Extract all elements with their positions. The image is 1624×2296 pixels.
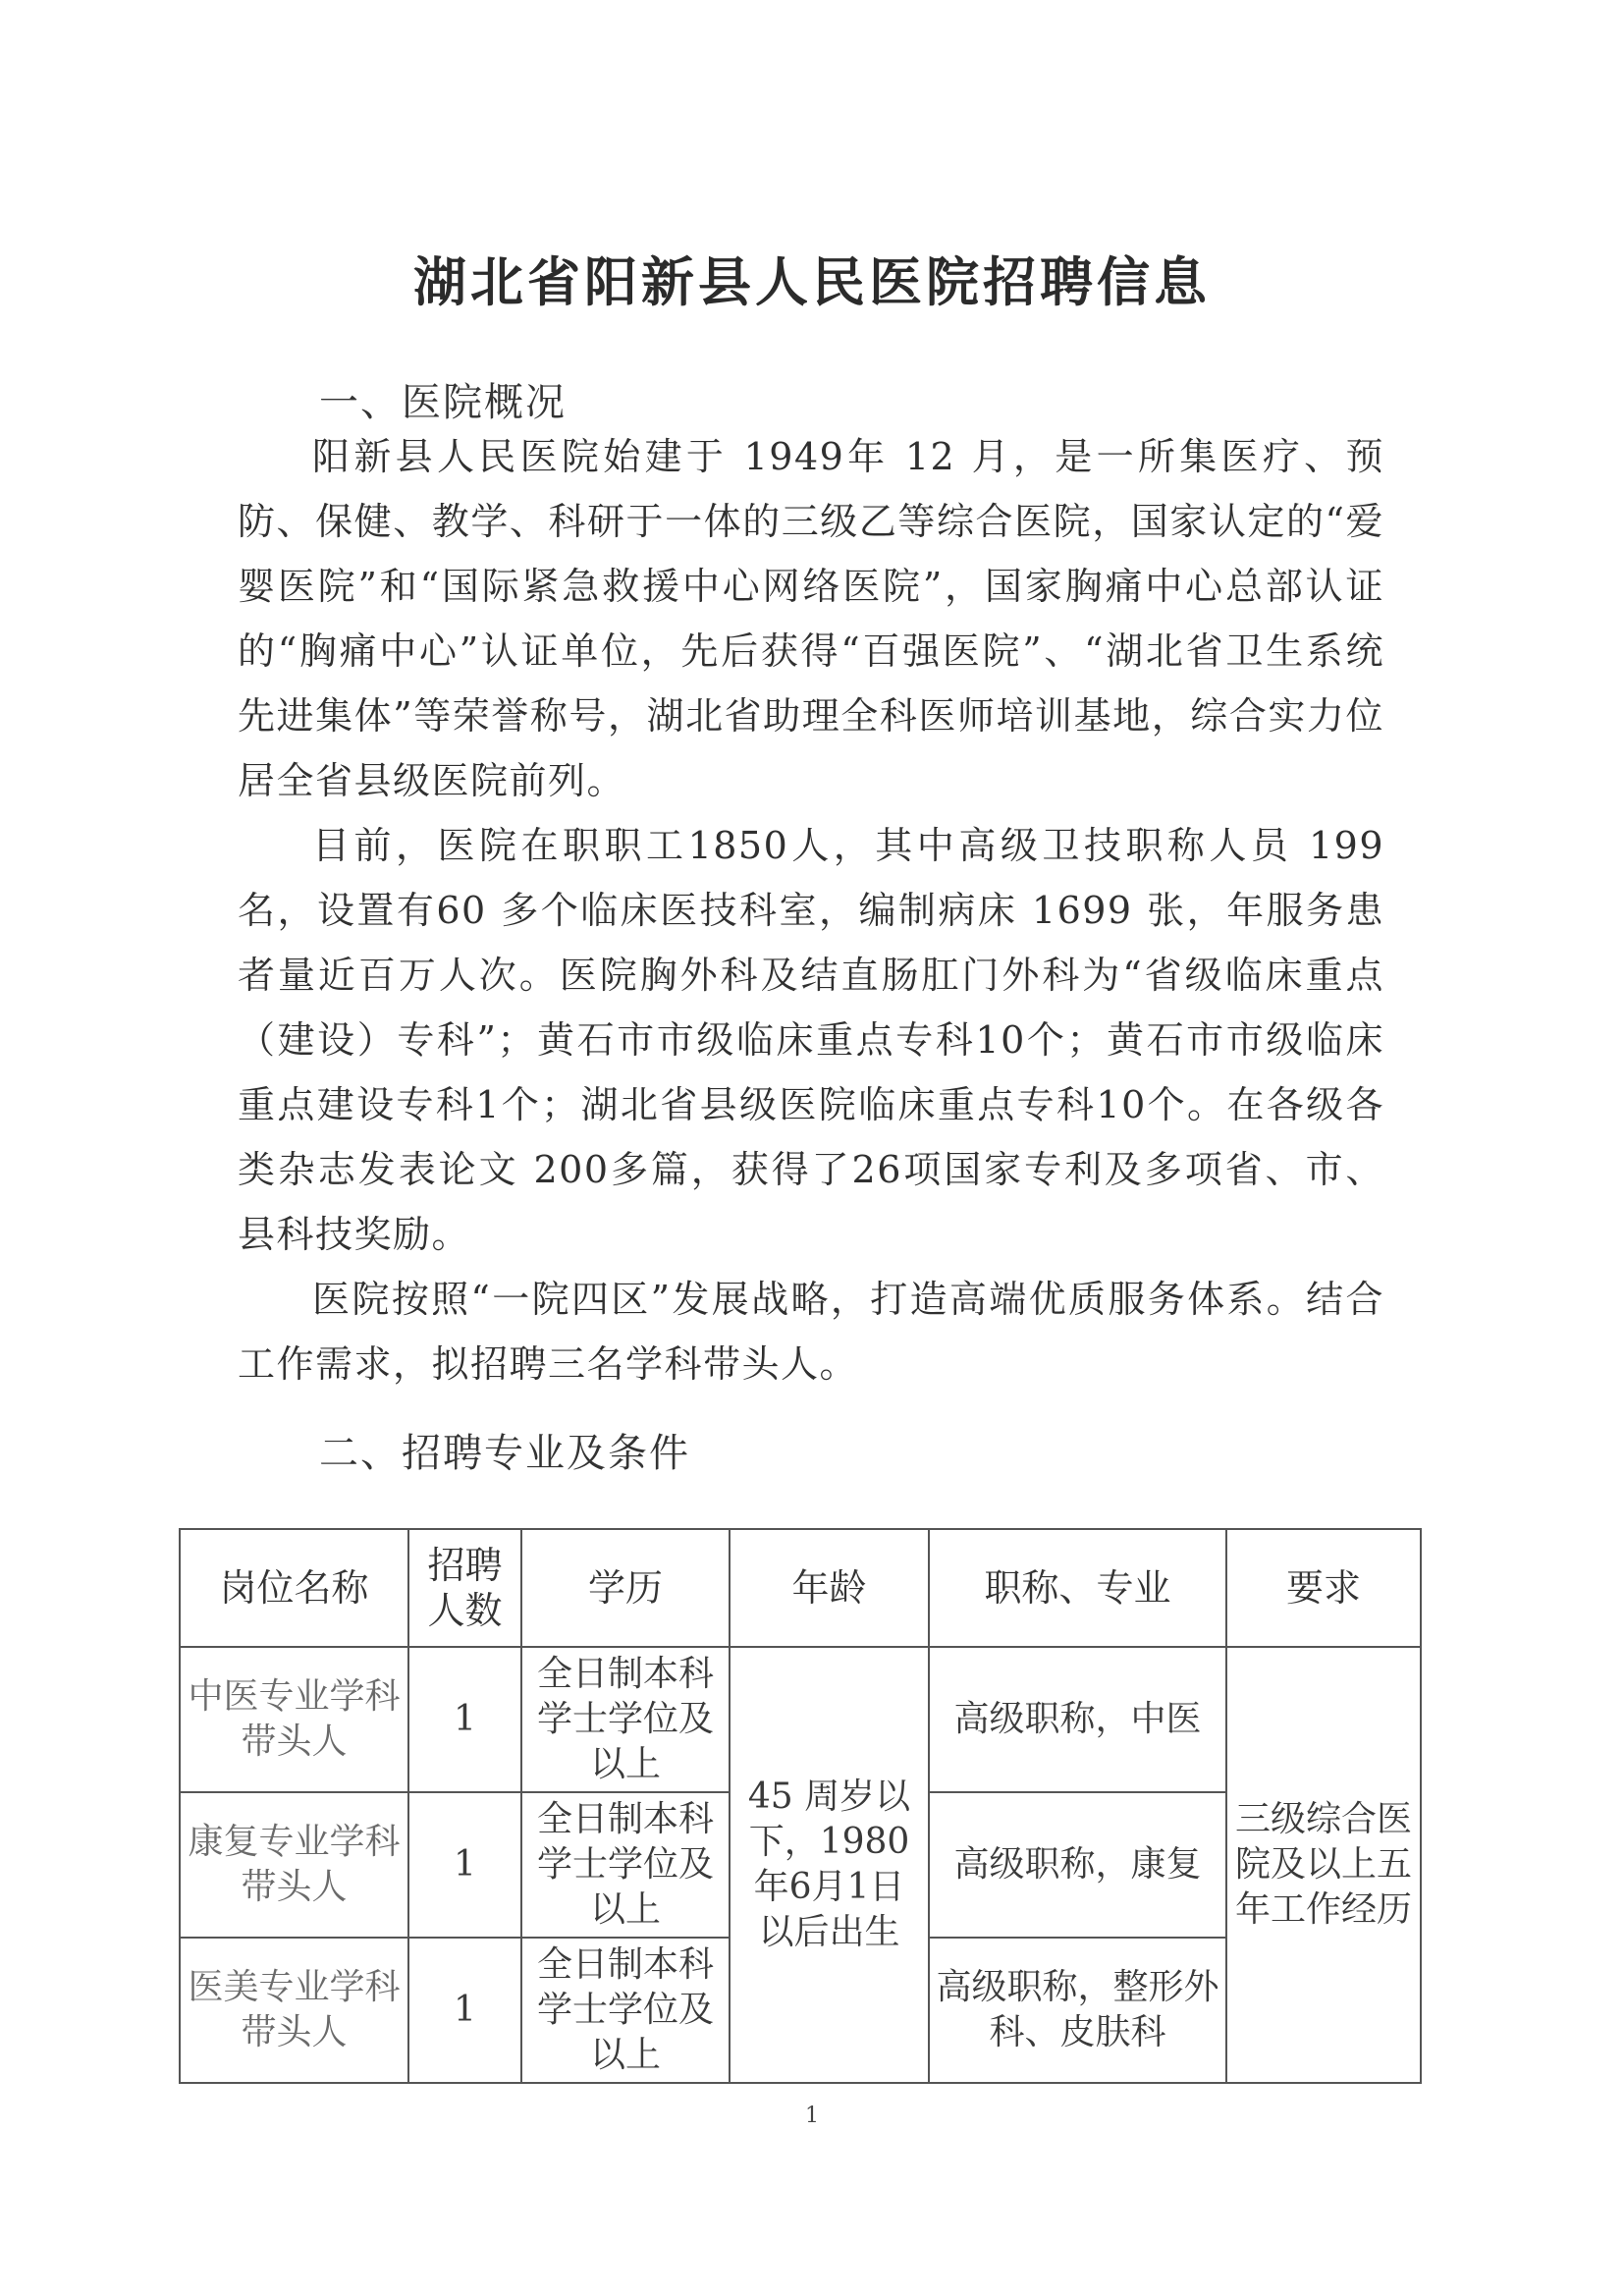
recruitment-table [179, 1528, 1422, 2084]
cell-position: 中医专业学科带头人 [180, 1647, 408, 1792]
cell-count: 1 [408, 1938, 521, 2083]
cell-education: 全日制本科 学士学位及以上 [521, 1647, 730, 1792]
cell-title-major: 高级职称，整形外科、皮肤科 [929, 1938, 1226, 2083]
header-age: 年龄 [730, 1529, 929, 1647]
cell-requirement-shared: 三级综合医院及以上五年工作经历 [1226, 1647, 1421, 2083]
table-row [180, 1647, 1421, 1792]
cell-count: 1 [408, 1647, 521, 1792]
header-requirement: 要求 [1226, 1529, 1421, 1647]
cell-title-major: 高级职称，中医 [929, 1647, 1226, 1792]
overview-paragraph-1: 阳新县人民医院始建于 1949年 12 月，是一所集医疗、预防、保健、教学、科研于一体的三级乙等综合医院，国家认定的“爱婴医院”和“国际紧急救援中心网络医院”，国家胸痛中心总部认证的“胸痛中心”认证单位，先后获得“百强医院”、“湖北省卫生系统先进集体”等荣誉称号，湖北省助理全科医师培训基地，综合实力位居全省县级医院前列。 [238, 435, 1384, 802]
cell-age-shared: 45 周岁以下，1980年6月1日以后出生 [730, 1647, 929, 2083]
table-header-row [180, 1529, 1421, 1647]
header-count: 招聘人数 [408, 1529, 521, 1647]
header-education: 学历 [521, 1529, 730, 1647]
cell-title-major: 高级职称，康复 [929, 1792, 1226, 1938]
cell-count: 1 [408, 1792, 521, 1938]
page-number: 1 [805, 2104, 819, 2128]
cell-education: 全日制本科 学士学位及以上 [521, 1792, 730, 1938]
recruitment-table-container [179, 1528, 1420, 2084]
section-heading-overview: 一、医院概况 [319, 380, 567, 425]
header-title-major: 职称、专业 [929, 1529, 1226, 1647]
overview-paragraph-2: 目前，医院在职职工1850人，其中高级卫技职称人员 199名，设置有60 多个临床医技科室，编制病床 1699 张，年服务患者量近百万人次。医院胸外科及结直肠肛门外科为“省级临床重点（建设）专科”；黄石市市级临床重点专科10个；黄石市市级临床重点建设专科1个；湖北省县级医院临床重点专科10个。在各级各类杂志发表论文 200多篇，获得了26项国家专利及多项省、市、县科技奖励。 [238, 824, 1384, 1256]
cell-education: 全日制本科 学士学位及以上 [521, 1938, 730, 2083]
header-position: 岗位名称 [180, 1529, 408, 1647]
cell-position: 医美专业学科带头人 [180, 1938, 408, 2083]
document-title: 湖北省阳新县人民医院招聘信息 [413, 251, 1211, 313]
section-heading-recruitment: 二、招聘专业及条件 [319, 1431, 690, 1476]
cell-position: 康复专业学科带头人 [180, 1792, 408, 1938]
overview-paragraph-3: 医院按照“一院四区”发展战略，打造高端优质服务体系。结合工作需求，拟招聘三名学科带头人。 [238, 1278, 1384, 1386]
